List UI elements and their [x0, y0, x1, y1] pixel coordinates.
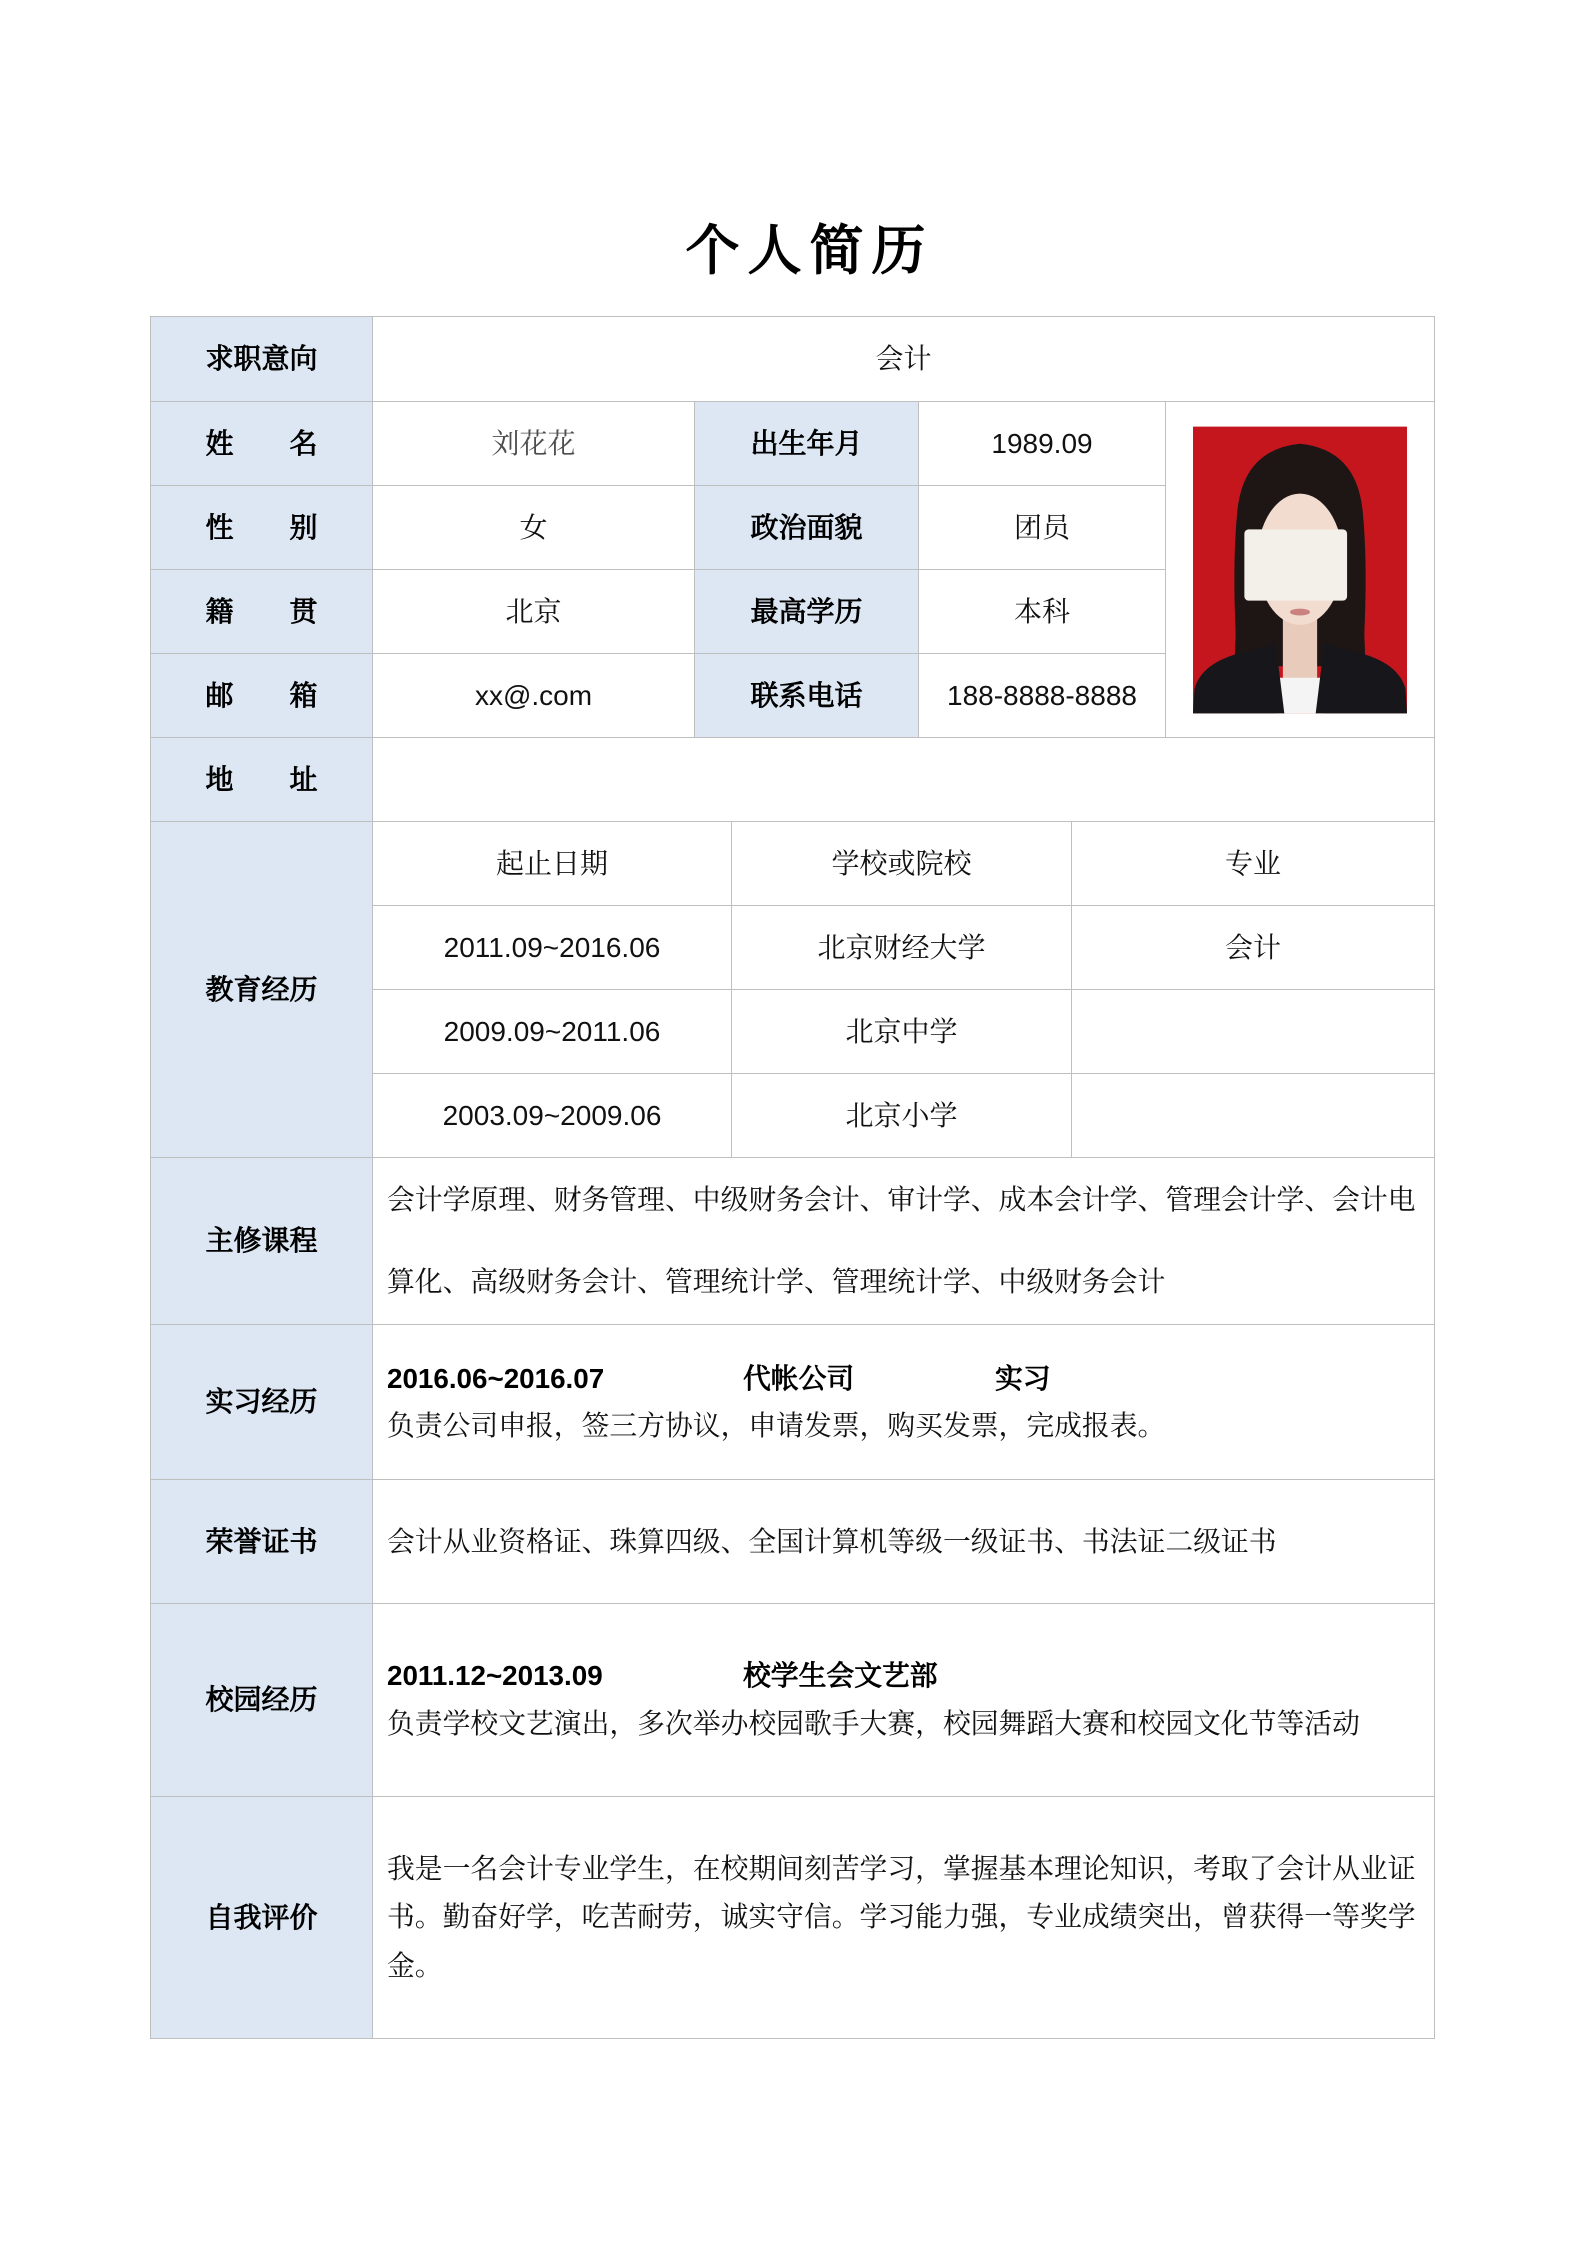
native-place-label-cell — [151, 570, 373, 654]
education-period: 2011.09~2016.06 — [373, 906, 732, 990]
internship-period: 2016.06~2016.07 — [387, 1363, 605, 1394]
email-label: 邮 箱 — [205, 679, 318, 711]
job-intention-row — [151, 317, 1435, 402]
address-value — [373, 738, 1435, 822]
courses-cell — [373, 1158, 1435, 1325]
honors-row — [151, 1480, 1435, 1604]
education-header-major: 专业 — [1072, 822, 1435, 906]
honors-cell — [373, 1480, 1435, 1604]
lips — [1290, 608, 1310, 615]
address-row — [151, 738, 1435, 822]
education-level-label: 最高学历 — [695, 570, 919, 654]
education-major — [1072, 1074, 1435, 1158]
email-value: xx@.com — [373, 654, 695, 738]
honors-text: 会计从业资格证、珠算四级、全国计算机等级一级证书、书法证二级证书 — [387, 1525, 1277, 1557]
gender-value: 女 — [373, 486, 695, 570]
honors-label-cell — [151, 1480, 373, 1604]
self-evaluation-cell — [373, 1797, 1435, 2039]
campus-organization: 校学生会文艺部 — [743, 1660, 938, 1691]
job-intention-label: 求职意向 — [205, 343, 318, 375]
campus-period: 2011.12~2013.09 — [387, 1660, 603, 1691]
internship-heading — [387, 1355, 1418, 1402]
internship-role: 实习 — [995, 1363, 1051, 1394]
internship-company: 代帐公司 — [743, 1363, 855, 1394]
education-label-cell — [151, 822, 373, 1158]
education-label: 教育经历 — [205, 973, 318, 1005]
courses-label: 主修课程 — [205, 1225, 318, 1257]
campus-label: 校园经历 — [205, 1684, 318, 1716]
self-evaluation-label-cell — [151, 1797, 373, 2039]
campus-description: 负责学校文艺演出，多次举办校园歌手大赛，校园舞蹈大赛和校园文化节等活动 — [387, 1708, 1360, 1739]
birth-label: 出生年月 — [695, 402, 919, 486]
education-major — [1072, 990, 1435, 1074]
job-intention-label-cell — [151, 317, 373, 402]
education-major: 会计 — [1072, 906, 1435, 990]
resume-table — [150, 316, 1435, 2039]
phone-label: 联系电话 — [695, 654, 919, 738]
self-evaluation-text: 我是一名会计专业学生，在校期间刻苦学习，掌握基本理论知识，考取了会计从业证书。勤奋好学，吃苦耐劳，诚实守信。学习能力强，专业成绩突出，曾获得一等奖学金。 — [387, 1852, 1416, 1981]
campus-row — [151, 1604, 1435, 1797]
education-school: 北京财经大学 — [732, 906, 1072, 990]
name-label: 姓 名 — [205, 427, 318, 459]
address-label-cell — [151, 738, 373, 822]
address-label: 地 址 — [205, 763, 318, 795]
education-period: 2003.09~2009.06 — [373, 1074, 732, 1158]
courses-row — [151, 1158, 1435, 1325]
internship-row — [151, 1325, 1435, 1480]
education-level-value: 本科 — [919, 570, 1166, 654]
document-title: 个人简历 — [685, 218, 934, 282]
education-header-period: 起止日期 — [373, 822, 732, 906]
name-value: 刘花花 — [373, 402, 695, 486]
phone-value: 188-8888-8888 — [919, 654, 1166, 738]
education-school: 北京小学 — [732, 1074, 1072, 1158]
name-label-cell — [151, 402, 373, 486]
photo-cell — [1166, 402, 1435, 738]
internship-label: 实习经历 — [205, 1386, 318, 1418]
birth-value: 1989.09 — [919, 402, 1166, 486]
gender-label: 性 别 — [205, 511, 318, 543]
courses-text: 会计学原理、财务管理、中级财务会计、审计学、成本会计学、管理会计学、会计电算化、高级财务会计、管理统计学、管理统计学、中级财务会计 — [387, 1184, 1416, 1297]
privacy-blur — [1244, 529, 1347, 600]
native-place-value: 北京 — [373, 570, 695, 654]
education-period: 2009.09~2011.06 — [373, 990, 732, 1074]
portrait-photo — [1193, 426, 1407, 714]
honors-label: 荣誉证书 — [205, 1525, 318, 1557]
self-evaluation-row — [151, 1797, 1435, 2039]
campus-label-cell — [151, 1604, 373, 1797]
self-evaluation-label: 自我评价 — [205, 1901, 318, 1933]
internship-label-cell — [151, 1325, 373, 1480]
courses-label-cell — [151, 1158, 373, 1325]
job-intention-value: 会计 — [373, 317, 1435, 402]
internship-cell — [373, 1325, 1435, 1480]
internship-description: 负责公司申报，签三方协议，申请发票，购买发票，完成报表。 — [387, 1410, 1166, 1441]
political-status-value: 团员 — [919, 486, 1166, 570]
education-header-row — [151, 822, 1435, 906]
education-header-school: 学校或院校 — [732, 822, 1072, 906]
campus-cell — [373, 1604, 1435, 1797]
email-label-cell — [151, 654, 373, 738]
name-row — [151, 402, 1435, 486]
political-status-label: 政治面貌 — [695, 486, 919, 570]
campus-heading — [387, 1652, 1418, 1700]
native-place-label: 籍 贯 — [205, 595, 318, 627]
gender-label-cell — [151, 486, 373, 570]
education-school: 北京中学 — [732, 990, 1072, 1074]
